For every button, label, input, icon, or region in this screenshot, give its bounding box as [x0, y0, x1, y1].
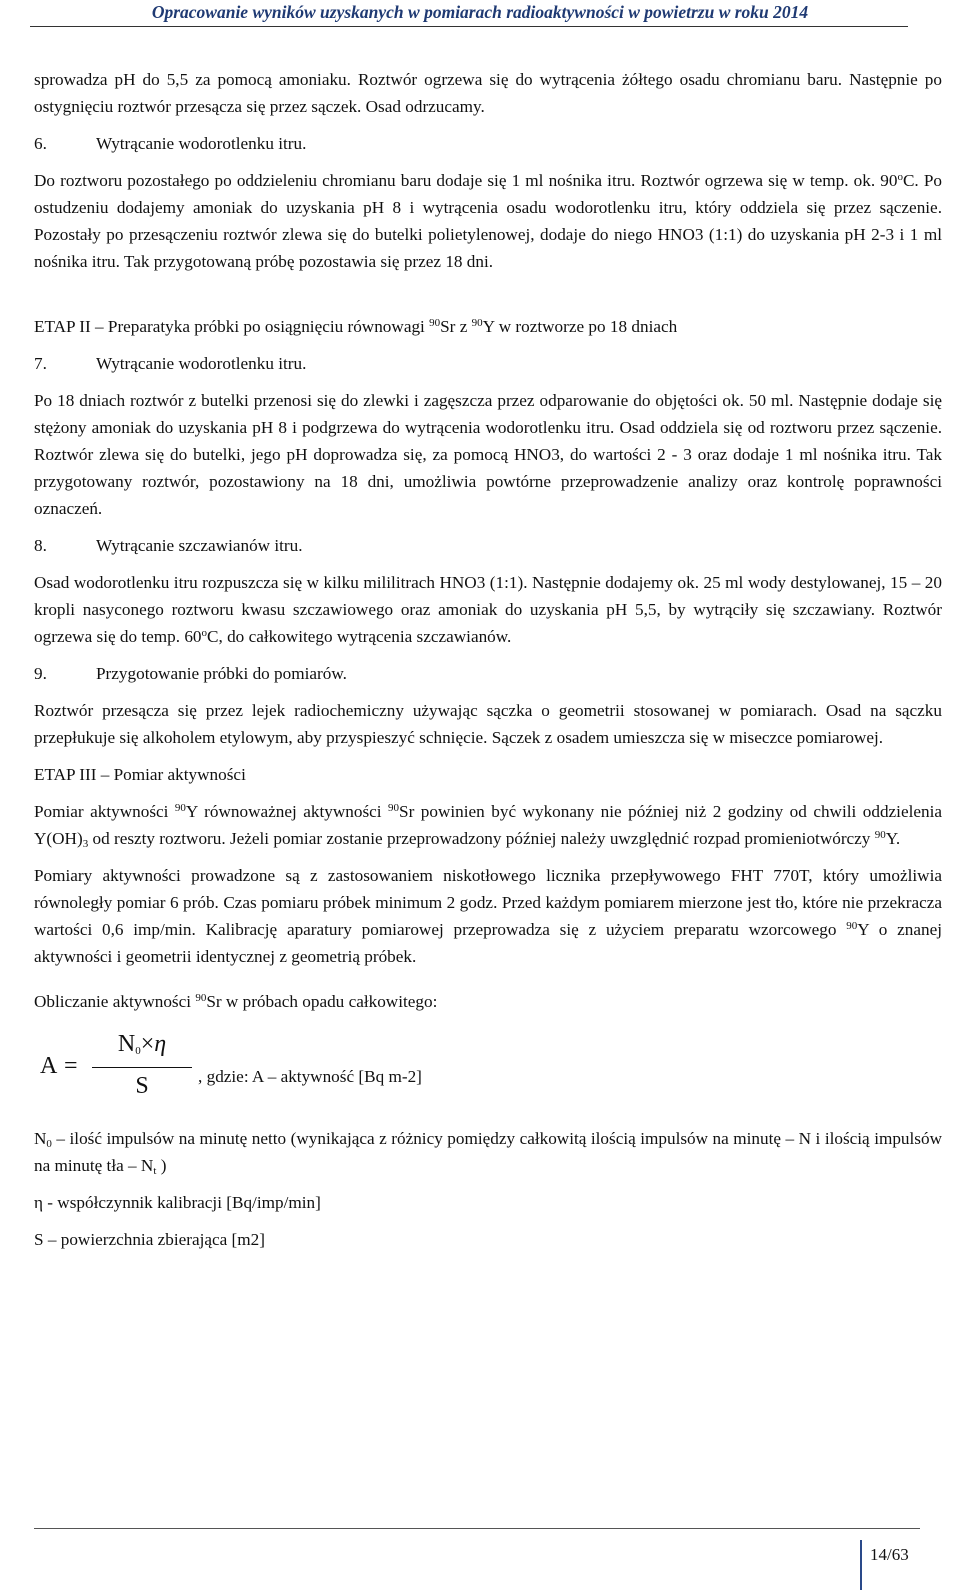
definition-n0: $N_0$ – ilość impulsów na minutę netto (wynikająca z różnicy pomiędzy całkowitą ilością impulsów na minutę – N i ilością impulsów na minutę tła – $N_t$ ): [34, 1129, 942, 1177]
header-divider: [30, 26, 908, 27]
section-9-heading: [34, 660, 942, 687]
paragraph-oxalates: Osad wodorotlenku itru rozpuszcza się w kilku mililitrach HNO3 (1:1). Następnie dodajemy ok. 25 ml wody destylowanej, 15 – 20 kropli nasyconego roztworu kwasu szczawiowego oraz amoniak do uzyskania pH 5,5, by wytrąciły się szczawiany. Roztwór ogrzewa się do temp. 60$^o$C, do całkowitego wytrącenia szczawianów.: [34, 573, 942, 646]
section-title: Wytrącanie wodorotlenku itru.: [96, 354, 307, 373]
section-title: Wytrącanie wodorotlenku itru.: [96, 134, 307, 153]
section-8-heading: [34, 532, 942, 559]
document-body: [34, 66, 942, 1253]
activity-formula: [34, 1025, 942, 1115]
formula-lhs: A: [40, 1053, 58, 1079]
paragraph-activity-measurement: Pomiar aktywności $^{90}$Y równoważnej aktywności $^{90}$Sr powinien być wykonany nie później niż 2 godziny od chwili oddzielenia $Y(OH)_3$ od reszty roztworu. Jeżeli pomiar zostanie przeprowadzony później należy uwzględnić rozpad promieniotwórczy $^{90}$Y.: [34, 802, 942, 850]
paragraph-calculation-intro: Obliczanie aktywności $^{90}$Sr w próbach opadu całkowitego:: [34, 992, 438, 1011]
section-title: Wytrącanie szczawianów itru.: [96, 536, 303, 555]
formula-denominator: S: [135, 1073, 149, 1099]
section-6-heading: [34, 130, 942, 157]
stage-2-heading: ETAP II – Preparatyka próbki po osiągnięciu równowagi $^{90}$Sr z $^{90}$Y w roztworze po 18 dniach: [34, 317, 678, 336]
page-header: [0, 0, 960, 28]
section-7-heading: [34, 350, 942, 377]
section-number: 6.: [34, 134, 47, 153]
stage-3-heading: ETAP III – Pomiar aktywności: [34, 765, 246, 784]
definition-s: S – powierzchnia zbierająca [m2]: [34, 1230, 265, 1249]
section-number: 8.: [34, 536, 47, 555]
footer-divider: [34, 1528, 920, 1529]
formula-numerator: $N_0\times\eta$: [117, 1031, 167, 1057]
page-number: 14/63: [870, 1545, 909, 1564]
paragraph-sample-preparation: Roztwór przesącza się przez lejek radiochemiczny używając sączka o geometrii stosowanej w pomiarach. Osad na sączku przepłukuje się alkoholem etylowym, aby przyspieszyć schnięcie. Sączek z osadem umieszcza się w miseczce pomiarowej.: [34, 701, 942, 747]
section-number: 7.: [34, 354, 47, 373]
fraction-bar: [92, 1067, 192, 1068]
formula-where-text: , gdzie: A – aktywność [Bq m-2]: [198, 1067, 422, 1086]
definition-eta: η - współczynnik kalibracji [Bq/imp/min]: [34, 1193, 321, 1212]
header-title: Opracowanie wyników uzyskanych w pomiarach radioaktywności w powietrzu w roku 2014: [151, 2, 809, 22]
paragraph-intro: sprowadza pH do 5,5 za pomocą amoniaku. Roztwór ogrzewa się do wytrącenia żółtego osadu chromianu baru. Następnie po ostygnięciu roztwór przesącza się przez sączek. Osad odrzucamy.: [34, 70, 942, 116]
paragraph-counter-description: Pomiary aktywności prowadzone są z zastosowaniem niskotłowego licznika przepływowego FHT 770T, który umożliwia równoległy pomiar 6 prób. Czas pomiaru próbek minimum 2 godz. Przed każdym pomiarem mierzone jest tło, które nie przekracza wartości 0,6 imp/min. Kalibrację aparatury pomiarowej przeprowadza się z użyciem preparatu wzorcowego $^{90}$Y o znanej aktywności i geometrii identycznej z geometrią próbek.: [34, 866, 942, 966]
paragraph-yttrium-precipitation: Do roztworu pozostałego po oddzieleniu chromianu baru dodaje się 1 ml nośnika itru. Roztwór ogrzewa się w temp. ok. 90$^o$C. Po ostudzeniu dodajemy amoniak do uzyskania pH 8 i wytrącenia osadu wodorotlenku itru, który oddziela się przez sączenie. Pozostały po przesączeniu roztwór zlewa się do butelki polietylenowej, dodaje do niego HNO3 (1:1) do uzyskania pH 2-3 i 1 ml nośnika itru. Tak przygotowaną próbę pozostawia się przez 18 dni.: [34, 171, 942, 271]
section-number: 9.: [34, 664, 47, 683]
formula-equals: =: [64, 1053, 78, 1079]
paragraph-18-days: Po 18 dniach roztwór z butelki przenosi się do zlewki i zagęszcza przez odparowanie do objętości ok. 50 ml. Następnie dodaje się stężony amoniak do uzyskania pH 8 i podgrzewa do wytrącenia wodorotlenku itru. Osad oddziela się od roztworu przez sączenie. Roztwór zlewa się do butelki, jego pH doprowadza się, za pomocą HNO3, do wartości 2 - 3 oraz dodaje 1 ml nośnika itru. Tak przygotowany roztwór, pozostawiony na 18 dni, umożliwia powtórne przeprowadzenie analizy oraz kontrolę poprawności oznaczeń.: [34, 391, 942, 518]
section-title: Przygotowanie próbki do pomiarów.: [96, 664, 347, 683]
